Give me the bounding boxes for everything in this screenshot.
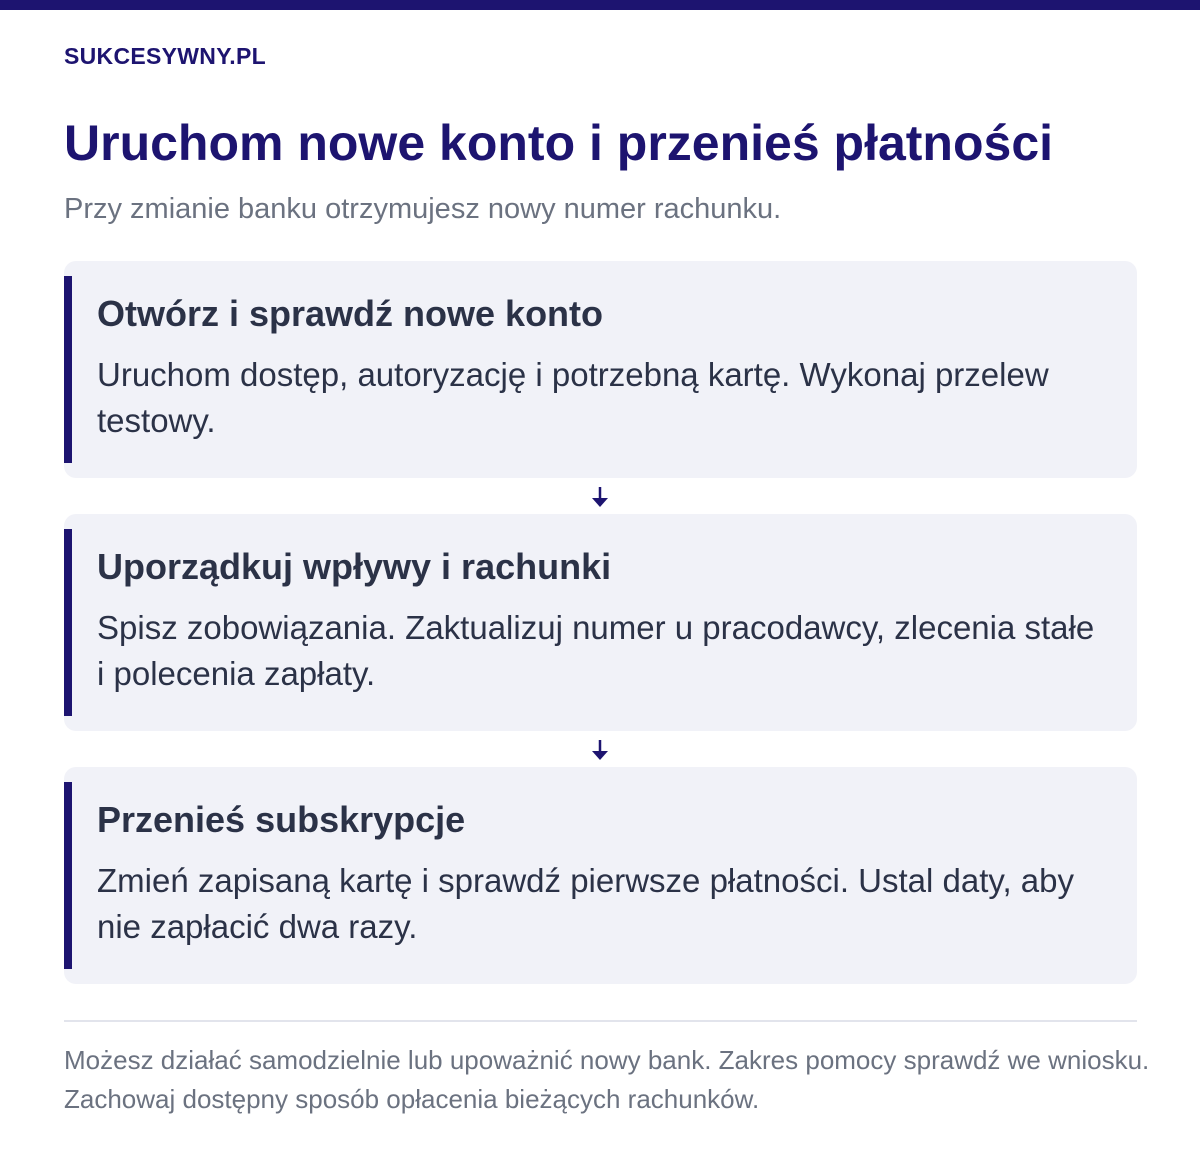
footer-note: Możesz działać samodzielnie lub upoważnić nowy bank. Zakres pomocy sprawdź we wniosku. Zachowaj dostępny sposób opłacenia bieżących rachunków. <box>64 1045 1150 1114</box>
top-accent-bar <box>0 0 1200 10</box>
step-card-2 <box>64 514 1137 731</box>
brand-name: SUKCESYWNY.PL <box>64 43 266 69</box>
step-title: Otwórz i sprawdź nowe konto <box>97 293 604 334</box>
step-title: Uporządkuj wpływy i rachunki <box>97 546 612 587</box>
step-card-3 <box>64 767 1137 984</box>
step-description: Zmień zapisaną kartę i sprawdź pierwsze płatności. Ustal daty, aby nie zapłacić dwa razy. <box>97 862 1074 945</box>
step-title: Przenieś subskrypcje <box>97 799 466 840</box>
step-description: Spisz zobowiązania. Zaktualizuj numer u pracodawcy, zlecenia stałe i polecenia zapłaty. <box>97 609 1095 692</box>
page-subtitle: Przy zmianie banku otrzymujesz nowy numer rachunku. <box>64 193 782 225</box>
arrow-down-icon <box>591 486 609 508</box>
arrow-down-icon <box>591 739 609 761</box>
page-title: Uruchom nowe konto i przenieś płatności <box>64 115 1054 171</box>
step-card-1 <box>64 261 1137 478</box>
step-description: Uruchom dostęp, autoryzację i potrzebną kartę. Wykonaj przelew testowy. <box>97 356 1049 439</box>
footer-divider <box>64 1020 1137 1022</box>
